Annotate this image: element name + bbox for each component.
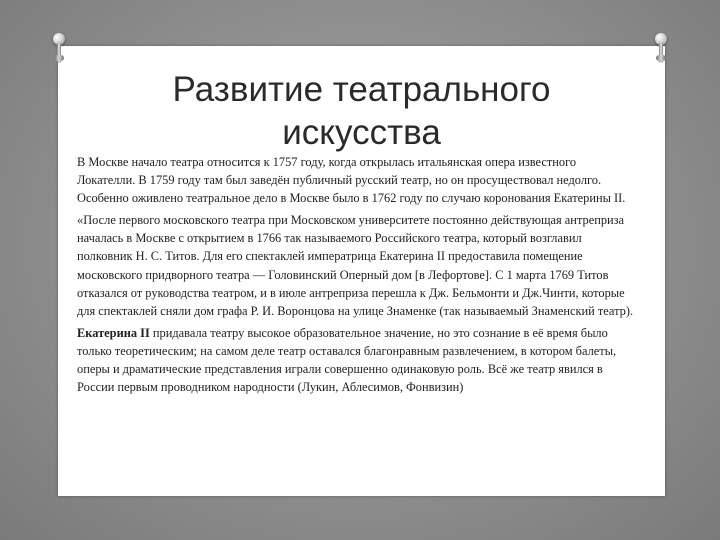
paragraph-moscow-theatre-origins: В Москве начало театра относится к 1757 году, когда открылась итальянская опера известного Локателли. В 1759 году там был заведён публичный русский театр, но он просуществовал недолго. Особенно оживлено театральное дело в Москве было в 1762 году по случаю коронования Екатерины II.	[77, 155, 626, 206]
slide-title	[58, 68, 665, 154]
pushpin-icon-left	[52, 33, 66, 63]
title-line-1: Развитие театрального	[172, 70, 551, 109]
catherine-ii-bold: Екатерина II	[77, 325, 150, 340]
catherine-ii-text: придавала театру высокое образовательное значение, но это сознание в её время было только теоретическим; на самом деле театр оставался благонравным развлечением, в котором балеты, оперы и драматические представления играли совершенно одинаковую роль. Всё же театр явился в России первым проводником народности (Лукин, Аблесимов, Фонвизин)	[77, 325, 617, 395]
slide-body	[77, 153, 637, 400]
paragraph-russian-theatre-antreprise: «После первого московского театра при Московском университете постоянно действующая антреприза началась в Москве с открытием в 1766 так называемого Российского театра, который возглавил полковник Н. С. Титов. Для его спектаклей императрица Екатерина II предоставила помещение московского придворного театра — Головинский Оперный дом [в Лефортове]. С 1 марта 1769 Титов отказался от руководства театром, и в июле антреприза перешла к Дж. Бельмонти и Дж.Чинти, которые для спектаклей сняли дом графа Р. И. Воронцова на улице Знаменке (так называемый Знаменский театр).	[77, 213, 634, 318]
title-line-2: искусства	[282, 113, 441, 152]
pushpin-icon-right	[654, 33, 668, 63]
paragraph-catherine-ii	[77, 324, 637, 396]
